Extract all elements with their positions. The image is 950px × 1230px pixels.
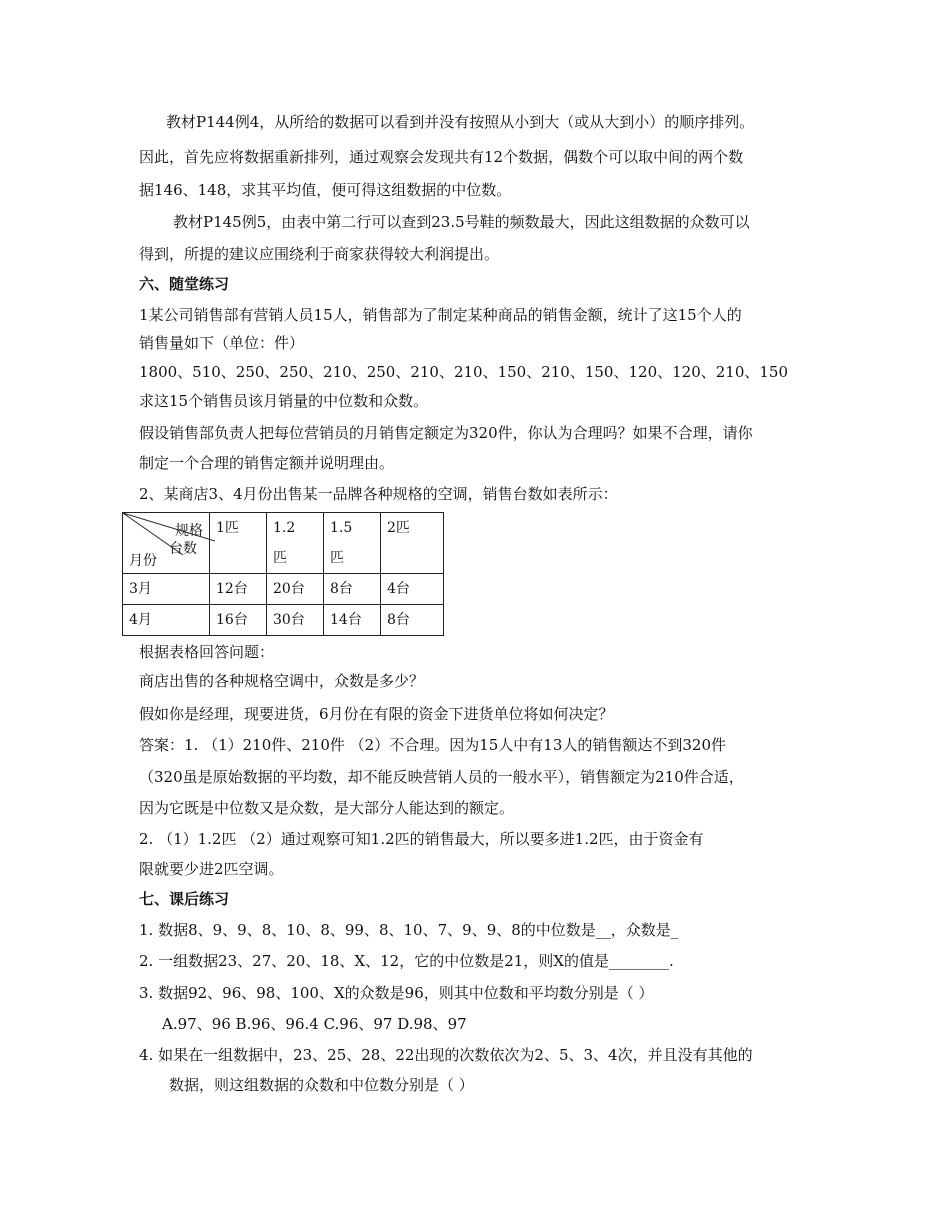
- q1-line-3: 求这15个销售员该月销量的中位数和众数。: [139, 392, 429, 410]
- answer-line-3: 因为它既是中位数又是众数，是大部分人能达到的额定。: [139, 799, 515, 817]
- answer-line-5: 限就要少进2匹空调。: [139, 860, 284, 878]
- table-row-month: 4月: [123, 605, 210, 636]
- table-col-header: 1.2 匹: [267, 513, 324, 574]
- table-cell: 16台: [210, 605, 267, 636]
- q1-line-2: 销售量如下（单位：件）: [139, 334, 305, 352]
- intro-line-2: 因此，首先应将数据重新排列，通过观察会发现共有12个数据，偶数个可以取中间的两个数: [139, 148, 744, 166]
- table-cell: 20台: [267, 574, 324, 605]
- intro-line-3: 据146、148，求其平均值，便可得这组数据的中位数。: [139, 181, 512, 199]
- table-cell: 30台: [267, 605, 324, 636]
- exercise-1: 1. 数据8、9、9、8、10、8、99、8、10、7、9、9、8的中位数是__，众数是_: [139, 921, 679, 939]
- intro-line-1: 教材P144例4，从所给的数据可以看到并没有按照从小到大（或从大到小）的顺序排列。: [166, 113, 755, 131]
- q1-line-1: 1某公司销售部有营销人员15人，销售部为了制定某种商品的销售金额，统计了这15个人的: [139, 306, 742, 324]
- corner-spec-label: 规格: [175, 523, 203, 539]
- answer-line-2: （320虽是原始数据的平均数，却不能反映营销人员的一般水平），销售额定为210件合适，: [139, 768, 744, 786]
- q1-line-5: 制定一个合理的销售定额并说明理由。: [139, 454, 395, 472]
- answer-line-1: 答案：1. （1）210件、210件 （2）不合理。因为15人中有13人的销售额达不到320件: [139, 736, 727, 754]
- q2-line: 2、某商店3、4月份出售某一品牌各种规格的空调，销售台数如表所示：: [139, 485, 618, 503]
- q2-line-c: 假如你是经理，现要进货，6月份在有限的资金下进货单位将如何决定？: [139, 705, 614, 723]
- exercise-3-options: A.97、96 B.96、96.4 C.96、97 D.98、97: [162, 1015, 467, 1033]
- q1-line-4: 假设销售部负责人把每位营销员的月销售定额定为320件，你认为合理吗？如果不合理，请你: [139, 424, 753, 442]
- sales-table: [122, 512, 444, 636]
- q2-line-b: 商店出售的各种规格空调中，众数是多少？: [139, 672, 425, 690]
- corner-count-label: 台数: [169, 541, 197, 557]
- q1-data: 1800、510、250、250、210、250、210、210、150、210、150、120、120、210、150: [139, 363, 789, 381]
- table-header-row: [123, 513, 444, 574]
- answer-line-4: 2. （1）1.2匹 （2）通过观察可知1.2匹的销售最大，所以要多进1.2匹，由于资金有: [139, 830, 704, 848]
- table-cell: 8台: [324, 574, 381, 605]
- corner-month-label: 月份: [129, 553, 157, 569]
- table-col-header: 1.5 匹: [324, 513, 381, 574]
- table-row: [123, 605, 444, 636]
- intro-line-4: 教材P145例5，由表中第二行可以查到23.5号鞋的频数最大，因此这组数据的众数可以: [173, 213, 750, 231]
- table-col-header: 2匹: [381, 513, 444, 574]
- section-7-title: 七、课后练习: [139, 890, 230, 908]
- exercise-2: 2. 一组数据23、27、20、18、X、12，它的中位数是21，则X的值是________.: [139, 952, 674, 970]
- exercise-4-line-2: 数据，则这组数据的众数和中位数分别是（ ）: [169, 1076, 474, 1094]
- table-cell: 8台: [381, 605, 444, 636]
- table-cell: 14台: [324, 605, 381, 636]
- intro-line-5: 得到，所提的建议应围绕利于商家获得较大利润提出。: [139, 245, 500, 263]
- table-row-month: 3月: [123, 574, 210, 605]
- table-cell: 12台: [210, 574, 267, 605]
- table-cell: 4台: [381, 574, 444, 605]
- exercise-4-line-1: 4. 如果在一组数据中，23、25、28、22出现的次数依次为2、5、3、4次，并且没有其他的: [139, 1046, 753, 1064]
- table-corner-cell: [123, 513, 210, 574]
- section-6-title: 六、随堂练习: [139, 275, 230, 293]
- exercise-3: 3. 数据92、96、98、100、X的众数是96，则其中位数和平均数分别是（ ）: [139, 984, 654, 1002]
- q2-line-a: 根据表格回答问题：: [139, 643, 275, 661]
- table-row: [123, 574, 444, 605]
- table-col-header: 1匹: [210, 513, 267, 574]
